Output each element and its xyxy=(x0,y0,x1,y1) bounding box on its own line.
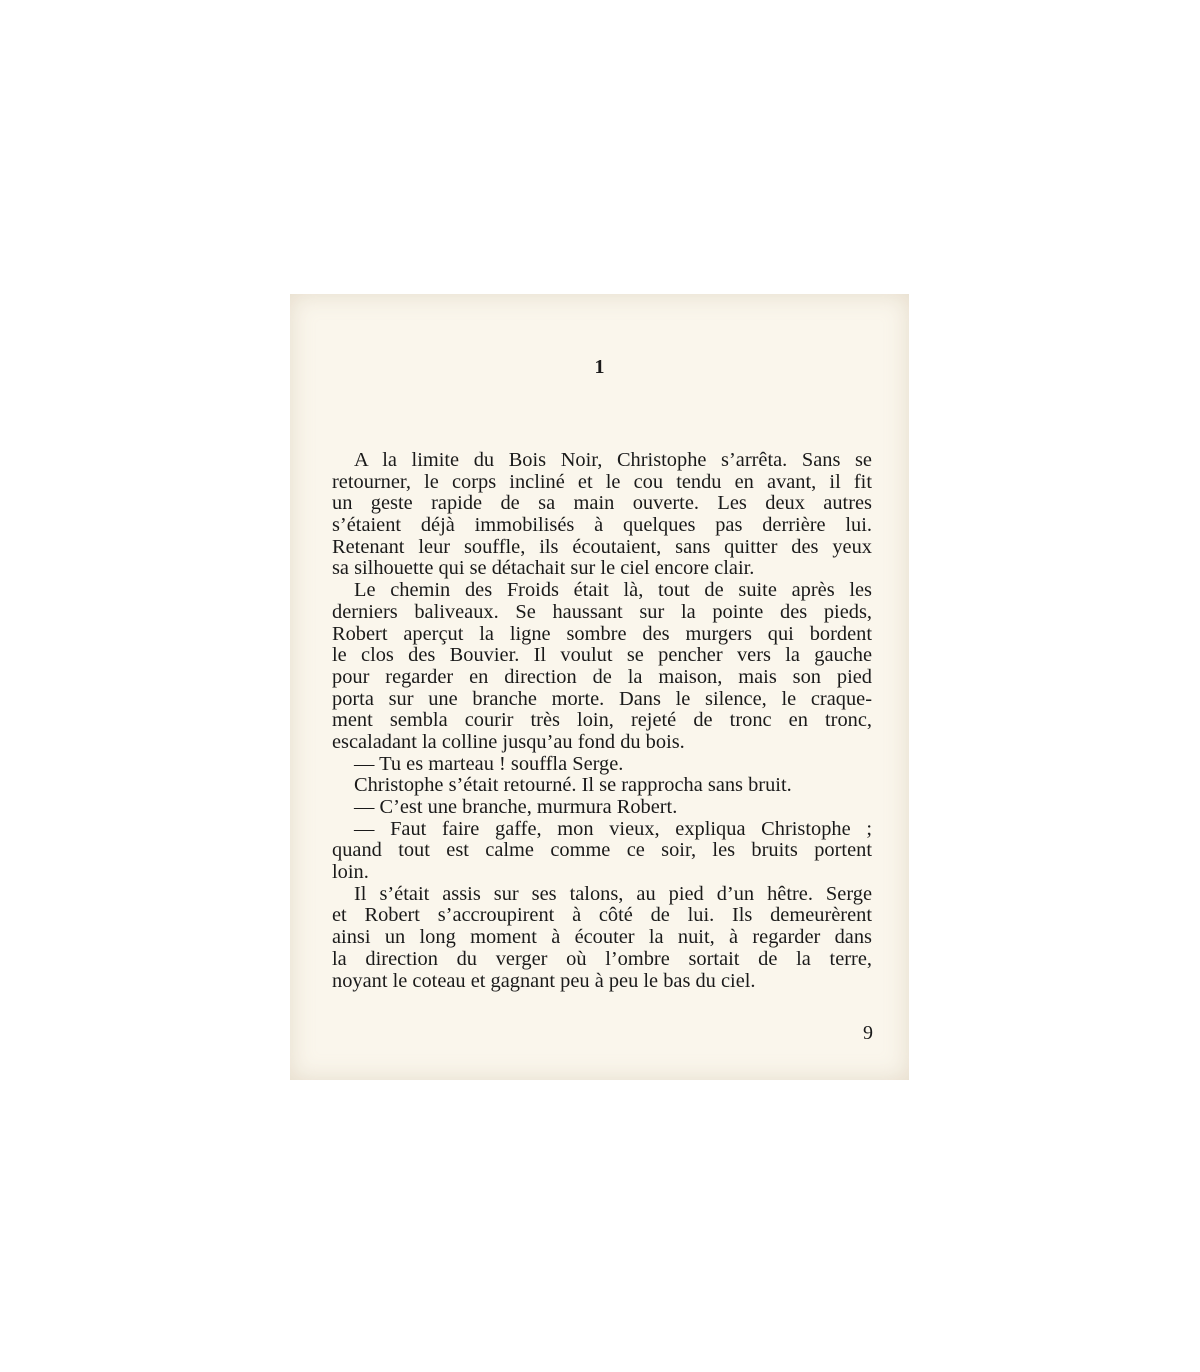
book-page xyxy=(290,294,909,1080)
body-text xyxy=(332,450,872,992)
text-line: et Robert s’accroupirent à côté de lui. Ils demeurèrent xyxy=(332,904,872,927)
text-line: escaladant la colline jusqu’au fond du bois. xyxy=(332,730,685,753)
text-line: — Faut faire gaffe, mon vieux, expliqua Christophe ; xyxy=(354,817,872,840)
text-line: Christophe s’était retourné. Il se rapprocha sans bruit. xyxy=(354,774,792,797)
paragraph xyxy=(332,797,872,819)
chapter-number: 1 xyxy=(594,356,605,378)
text-line: quand tout est calme comme ce soir, les bruits portent xyxy=(332,839,872,862)
text-line: ainsi un long moment à écouter la nuit, à regarder dans xyxy=(332,926,872,949)
paragraph xyxy=(332,819,872,884)
paragraph xyxy=(332,450,872,580)
text-line: le clos des Bouvier. Il voulut se pencher vers la gauche xyxy=(332,644,872,667)
text-line: — C’est une branche, murmura Robert. xyxy=(354,796,678,818)
paragraph xyxy=(332,775,872,797)
text-line: derniers baliveaux. Se haussant sur la pointe des pieds, xyxy=(332,600,872,623)
text-line: Le chemin des Froids était là, tout de suite après les xyxy=(354,579,872,602)
text-line: porta sur une branche morte. Dans le silence, le craque- xyxy=(332,687,872,710)
paragraph xyxy=(332,884,872,992)
text-line: ment sembla courir très loin, rejeté de tronc en tronc, xyxy=(332,709,872,732)
page-number: 9 xyxy=(863,1022,873,1044)
text-line: Retenant leur souffle, ils écoutaient, sans quitter des yeux xyxy=(332,535,872,558)
text-line: noyant le coteau et gagnant peu à peu le bas du ciel. xyxy=(332,969,756,992)
paragraph xyxy=(332,754,872,776)
text-line: loin. xyxy=(332,861,369,884)
text-line: — Tu es marteau ! souffla Serge. xyxy=(354,752,624,775)
text-line: un geste rapide de sa main ouverte. Les deux autres xyxy=(332,492,872,515)
text-line: A la limite du Bois Noir, Christophe s’arrêta. Sans se xyxy=(354,449,872,471)
paragraph xyxy=(332,580,872,754)
text-line: la direction du verger où l’ombre sortait de la terre, xyxy=(332,947,872,970)
text-line: retourner, le corps incliné et le cou tendu en avant, il fit xyxy=(332,470,872,493)
text-line: Robert aperçut la ligne sombre des murgers qui bordent xyxy=(332,622,872,645)
text-line: pour regarder en direction de la maison, mais son pied xyxy=(332,665,872,688)
text-line: sa silhouette qui se détachait sur le ciel encore clair. xyxy=(332,557,755,580)
text-line: s’étaient déjà immobilisés à quelques pas derrière lui. xyxy=(332,514,872,537)
text-line: Il s’était assis sur ses talons, au pied d’un hêtre. Serge xyxy=(354,882,872,905)
